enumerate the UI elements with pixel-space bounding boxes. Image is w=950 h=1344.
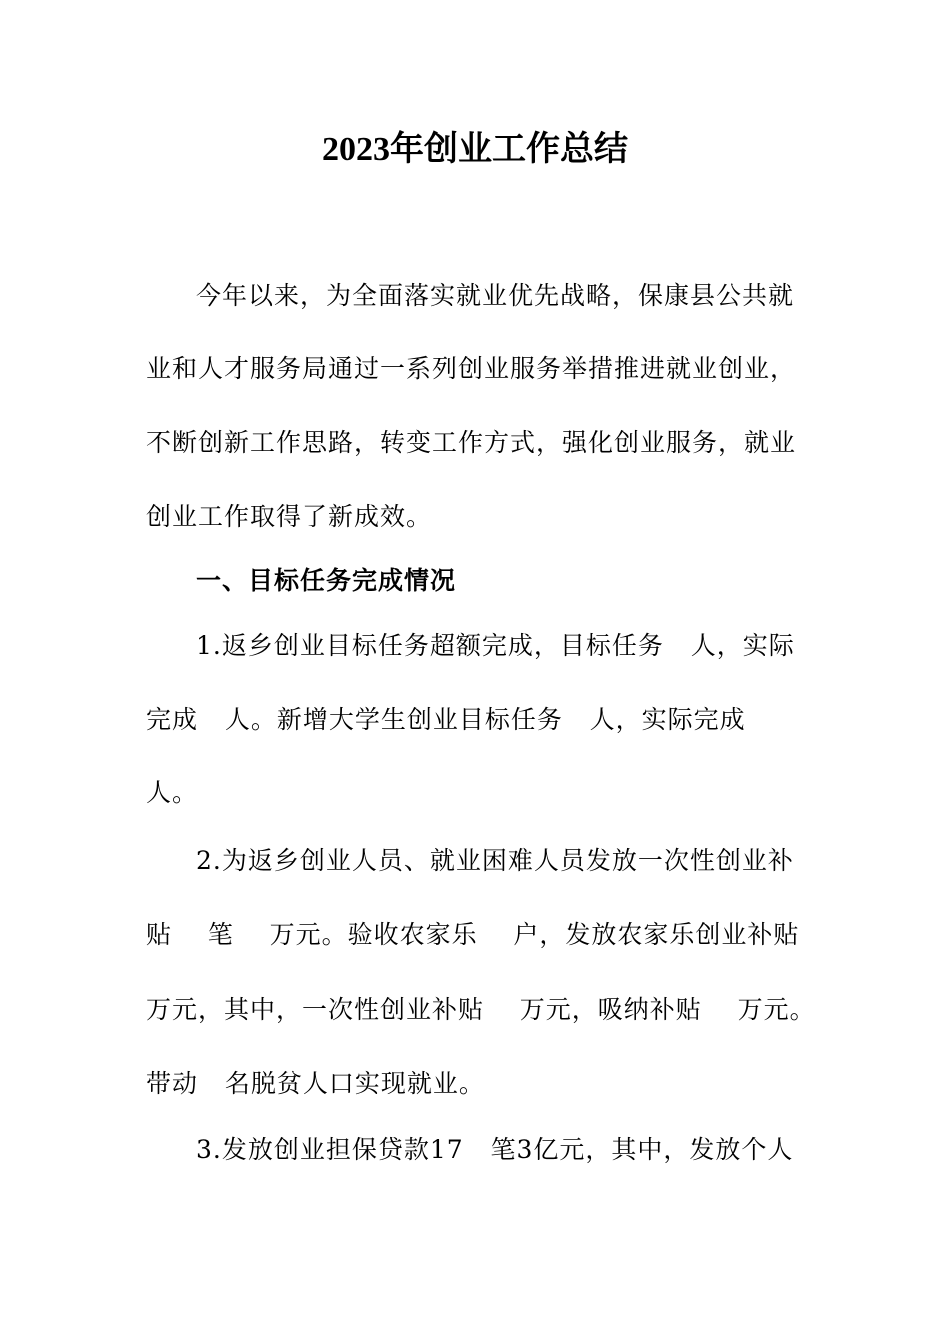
- paragraph-line: 今年以来，为全面落实就业优先战略，保康县公共就: [196, 281, 795, 310]
- paragraph-line: 带动 名脱贫人口实现就业。: [146, 1069, 485, 1098]
- paragraph-line: 完成 人。新增大学生创业目标任务 人，实际完成: [146, 705, 746, 734]
- paragraph-line: 创业工作取得了新成效。: [146, 502, 433, 531]
- paragraph-line: 不断创新工作思路，转变工作方式，强化创业服务，就业: [146, 428, 797, 457]
- section-heading: 一、目标任务完成情况: [196, 566, 457, 595]
- paragraph-line: 3.发放创业担保贷款17 笔3亿元，其中，发放个人: [196, 1135, 794, 1164]
- paragraph-line: 2.为返乡创业人员、就业困难人员发放一次性创业补: [196, 846, 794, 875]
- paragraph-line: 1.返乡创业目标任务超额完成，目标任务 人，实际: [196, 631, 795, 660]
- paragraph-line: 贴 笔 万元。验收农家乐 户，发放农家乐创业补贴: [146, 920, 800, 949]
- paragraph-line: 业和人才服务局通过一系列创业服务举措推进就业创业，: [146, 354, 797, 383]
- paragraph-line: 人。: [146, 778, 199, 807]
- paragraph-line: 万元，其中，一次性创业补贴 万元，吸纳补贴 万元。: [146, 995, 816, 1024]
- document-title: 2023年创业工作总结: [322, 131, 628, 168]
